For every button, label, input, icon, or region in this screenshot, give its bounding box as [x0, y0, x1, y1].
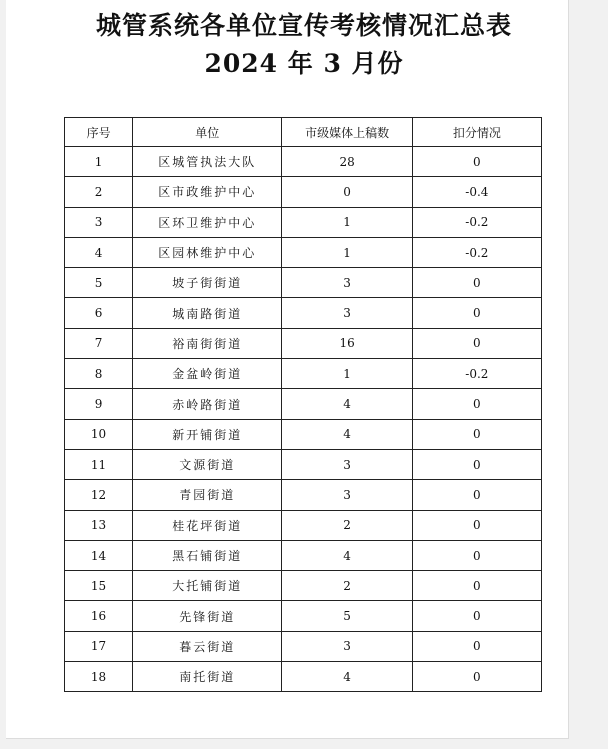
cell-deduction: 0 [412, 147, 541, 177]
cell-no: 9 [65, 389, 133, 419]
cell-submissions: 16 [282, 328, 412, 358]
cell-unit: 裕南街街道 [133, 328, 282, 358]
cell-unit: 新开铺街道 [133, 419, 282, 449]
cell-no: 7 [65, 328, 133, 358]
table-row [65, 268, 542, 298]
cell-submissions: 4 [282, 662, 412, 692]
cell-unit: 青园街道 [133, 480, 282, 510]
table-row [65, 328, 542, 358]
cell-unit: 文源街道 [133, 449, 282, 479]
cell-deduction: 0 [412, 601, 541, 631]
cell-unit: 大托铺街道 [133, 571, 282, 601]
cell-unit: 区园林维护中心 [133, 237, 282, 267]
cell-unit: 坡子街街道 [133, 268, 282, 298]
table-row [65, 662, 542, 692]
cell-deduction: 0 [412, 268, 541, 298]
cell-deduction: 0 [412, 449, 541, 479]
document-subtitle-period: 2024 年 3 月份 [204, 49, 404, 78]
cell-no: 3 [65, 207, 133, 237]
cell-submissions: 4 [282, 540, 412, 570]
cell-deduction: -0.2 [412, 237, 541, 267]
cell-no: 8 [65, 359, 133, 389]
cell-deduction: 0 [412, 631, 541, 661]
cell-deduction: 0 [412, 480, 541, 510]
cell-deduction: -0.4 [412, 177, 541, 207]
cell-submissions: 2 [282, 571, 412, 601]
cell-submissions: 0 [282, 177, 412, 207]
cell-submissions: 1 [282, 237, 412, 267]
cell-no: 6 [65, 298, 133, 328]
table-row [65, 601, 542, 631]
table-row [65, 207, 542, 237]
header-no: 序号 [65, 118, 133, 147]
cell-submissions: 3 [282, 631, 412, 661]
cell-no: 18 [65, 662, 133, 692]
cell-submissions: 1 [282, 359, 412, 389]
table-row [65, 449, 542, 479]
cell-no: 5 [65, 268, 133, 298]
cell-deduction: -0.2 [412, 207, 541, 237]
cell-no: 13 [65, 510, 133, 540]
table-row [65, 571, 542, 601]
header-submissions: 市级媒体上稿数 [282, 118, 412, 147]
table-body [65, 147, 542, 692]
cell-submissions: 1 [282, 207, 412, 237]
cell-unit: 区环卫维护中心 [133, 207, 282, 237]
cell-unit: 南托街道 [133, 662, 282, 692]
cell-no: 10 [65, 419, 133, 449]
cell-deduction: 0 [412, 389, 541, 419]
cell-no: 1 [65, 147, 133, 177]
cell-unit: 区市政维护中心 [133, 177, 282, 207]
table-row [65, 177, 542, 207]
cell-unit: 城南路街道 [133, 298, 282, 328]
cell-unit: 赤岭路街道 [133, 389, 282, 419]
cell-no: 11 [65, 449, 133, 479]
table-row [65, 510, 542, 540]
cell-submissions: 4 [282, 389, 412, 419]
header-unit: 单位 [133, 118, 282, 147]
table-row [65, 359, 542, 389]
cell-submissions: 5 [282, 601, 412, 631]
cell-no: 2 [65, 177, 133, 207]
cell-no: 4 [65, 237, 133, 267]
table-row [65, 237, 542, 267]
cell-submissions: 28 [282, 147, 412, 177]
cell-no: 12 [65, 480, 133, 510]
cell-submissions: 3 [282, 449, 412, 479]
cell-deduction: 0 [412, 298, 541, 328]
cell-submissions: 3 [282, 298, 412, 328]
cell-unit: 桂花坪街道 [133, 510, 282, 540]
cell-no: 15 [65, 571, 133, 601]
cell-deduction: 0 [412, 510, 541, 540]
cell-unit: 区城管执法大队 [133, 147, 282, 177]
cell-unit: 金盆岭街道 [133, 359, 282, 389]
cell-deduction: 0 [412, 571, 541, 601]
table-row [65, 419, 542, 449]
cell-submissions: 3 [282, 268, 412, 298]
cell-submissions: 2 [282, 510, 412, 540]
table-row [65, 298, 542, 328]
assessment-summary-table [64, 117, 542, 692]
cell-unit: 黑石铺街道 [133, 540, 282, 570]
header-deduction: 扣分情况 [412, 118, 541, 147]
cell-deduction: 0 [412, 662, 541, 692]
cell-submissions: 4 [282, 419, 412, 449]
table-row [65, 480, 542, 510]
cell-unit: 先锋街道 [133, 601, 282, 631]
cell-deduction: 0 [412, 328, 541, 358]
document-title: 城管系统各单位宣传考核情况汇总表 [95, 11, 512, 40]
cell-deduction: -0.2 [412, 359, 541, 389]
cell-no: 16 [65, 601, 133, 631]
table-row [65, 540, 542, 570]
cell-no: 17 [65, 631, 133, 661]
cell-deduction: 0 [412, 540, 541, 570]
cell-unit: 暮云街道 [133, 631, 282, 661]
cell-no: 14 [65, 540, 133, 570]
table-row [65, 631, 542, 661]
cell-submissions: 3 [282, 480, 412, 510]
table-row [65, 147, 542, 177]
cell-deduction: 0 [412, 419, 541, 449]
table-row [65, 389, 542, 419]
table-header-row [65, 118, 542, 147]
